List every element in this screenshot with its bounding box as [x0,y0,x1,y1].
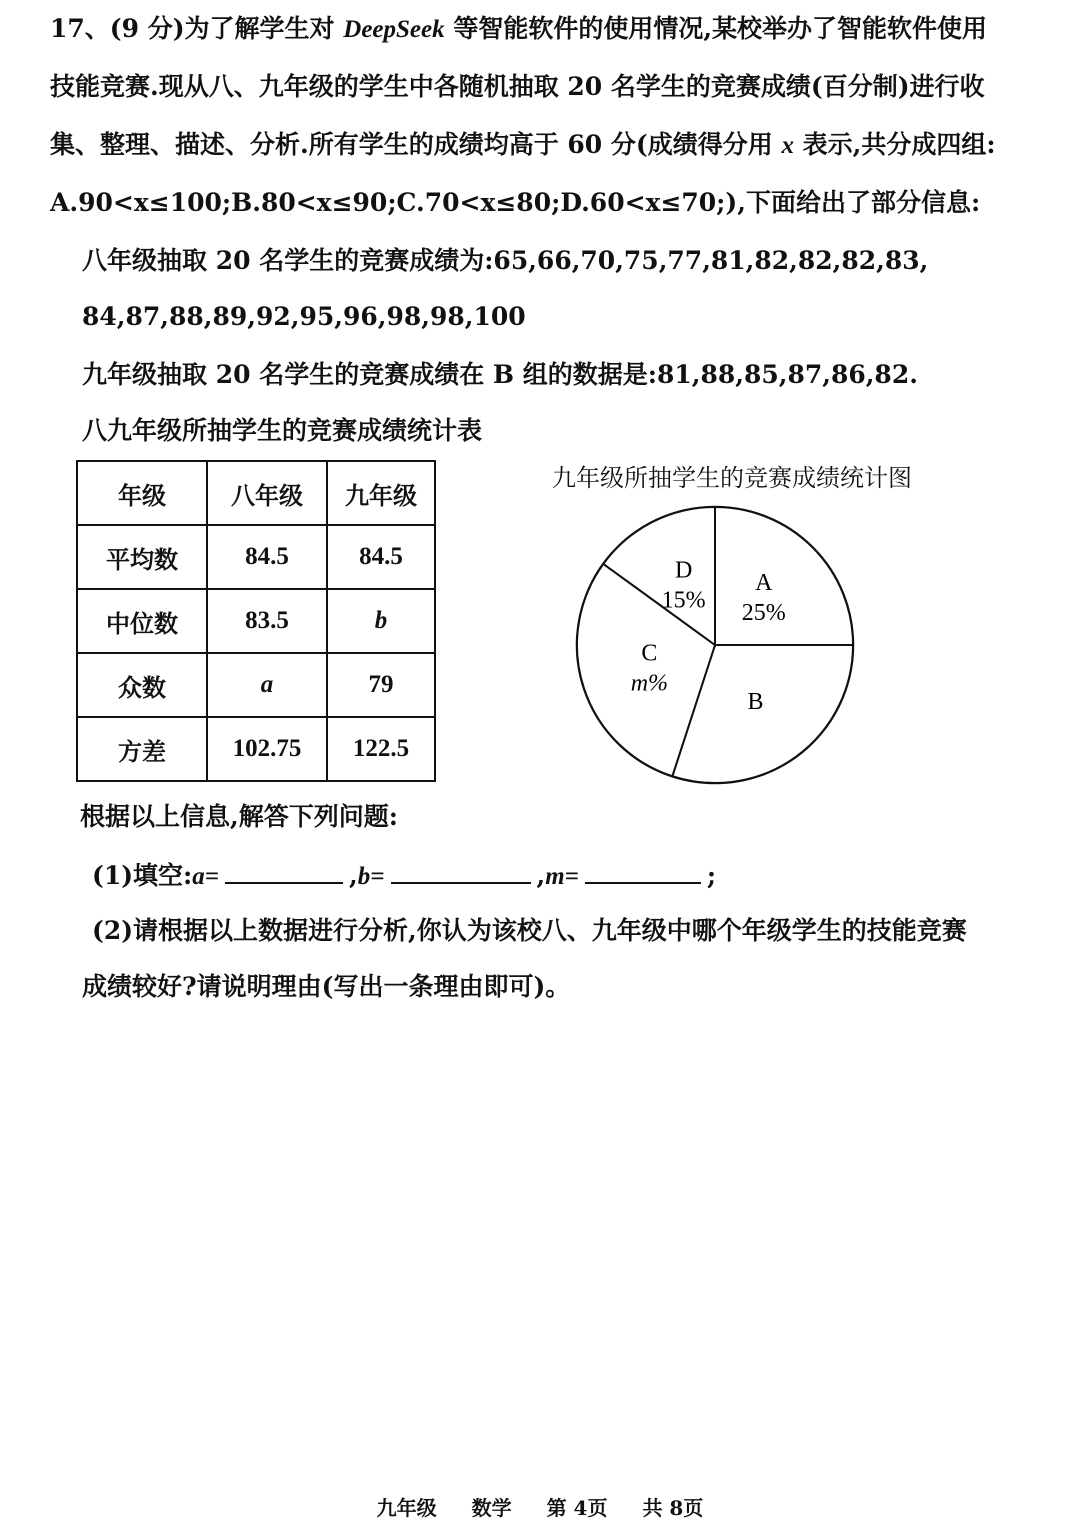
question-line-3 [50,128,996,163]
pie-label-a: A [755,570,773,597]
q1-m-label: m= [545,863,579,890]
question-2-line-2: 成绩较好?请说明理由(写出一条理由即可)。 [82,972,571,1001]
question-line-2: 技能竞赛.现从八、九年级的学生中各随机抽取 20 名学生的竞赛成绩(百分制)进行收 [50,72,985,101]
group-definitions: A.90<x≤100;B.80<x≤90;C.70<x≤80;D.60<x≤70;),下面给出了部分信息: [50,188,981,217]
table-row-median [77,589,435,653]
header-grade: 年级 [77,461,207,525]
pie-label-b: B [747,688,764,715]
question-line-3-a: 集、整理、描述、分析.所有学生的成绩均高于 60 分(成绩得分用 [50,130,782,159]
pie-chart [560,495,870,795]
cell-value: 84.5 [327,525,435,589]
row-label: 众数 [77,653,207,717]
row-label: 平均数 [77,525,207,589]
pie-value-a: 25% [741,600,786,627]
grade8-scores-line-1: 八年级抽取 20 名学生的竞赛成绩为:65,66,70,75,77,81,82,82,82,83, [82,246,929,275]
row-label: 方差 [77,717,207,781]
cell-value: 84.5 [207,525,327,589]
questions-intro: 根据以上信息,解答下列问题: [80,802,398,831]
table-caption: 八九年级所抽学生的竞赛成绩统计表 [82,416,483,445]
variable-x: x [781,132,794,159]
q1-b-label: b= [357,863,385,890]
cell-value-b: b [327,589,435,653]
q1-a-label: a= [192,863,220,890]
stats-table [76,460,436,782]
page-footer [0,1492,1080,1521]
q1-sep: , [349,861,358,890]
question-line-1-b: 等智能软件的使用情况,某校举办了智能软件使用 [444,14,988,43]
question-line-1-a: 17、(9 分)为了解学生对 [50,14,344,43]
row-label: 中位数 [77,589,207,653]
cell-value: 79 [327,653,435,717]
q1-end: ; [706,861,717,890]
answer-blank-m[interactable] [585,858,701,884]
footer-grade: 九年级 [376,1496,437,1520]
answer-blank-a[interactable] [225,858,343,884]
pie-label-c: C [641,640,658,667]
brand-deepseek: DeepSeek [343,16,445,43]
footer-total: 共 8页 [642,1496,704,1520]
footer-page: 第 4页 [546,1496,608,1520]
pie-value-c: m% [630,670,669,697]
question-line-3-b: 表示,共分成四组: [793,130,996,159]
question-line-1 [50,12,987,47]
grade8-scores-line-2: 84,87,88,89,92,95,96,98,98,100 [82,302,526,331]
pie-value-d: 15% [661,587,706,614]
answer-blank-b[interactable] [391,858,531,884]
chart-title: 九年级所抽学生的竞赛成绩统计图 [552,464,912,492]
question-2-line-1: (2)请根据以上数据进行分析,你认为该校八、九年级中哪个年级学生的技能竞赛 [92,916,967,945]
header-grade9: 九年级 [327,461,435,525]
cell-value: 83.5 [207,589,327,653]
table-row-variance [77,717,435,781]
pie-label-d: D [675,557,693,584]
table-header-row [77,461,435,525]
cell-value: 102.75 [207,717,327,781]
table-row-mean [77,525,435,589]
header-grade8: 八年级 [207,461,327,525]
cell-value-a: a [207,653,327,717]
table-row-mode [77,653,435,717]
q1-prefix: (1)填空: [92,861,193,890]
question-1 [92,858,716,894]
cell-value: 122.5 [327,717,435,781]
footer-subject: 数学 [471,1496,512,1520]
grade9-group-b-scores: 九年级抽取 20 名学生的竞赛成绩在 B 组的数据是:81,88,85,87,86,82. [82,360,918,389]
q1-sep: , [536,861,546,890]
